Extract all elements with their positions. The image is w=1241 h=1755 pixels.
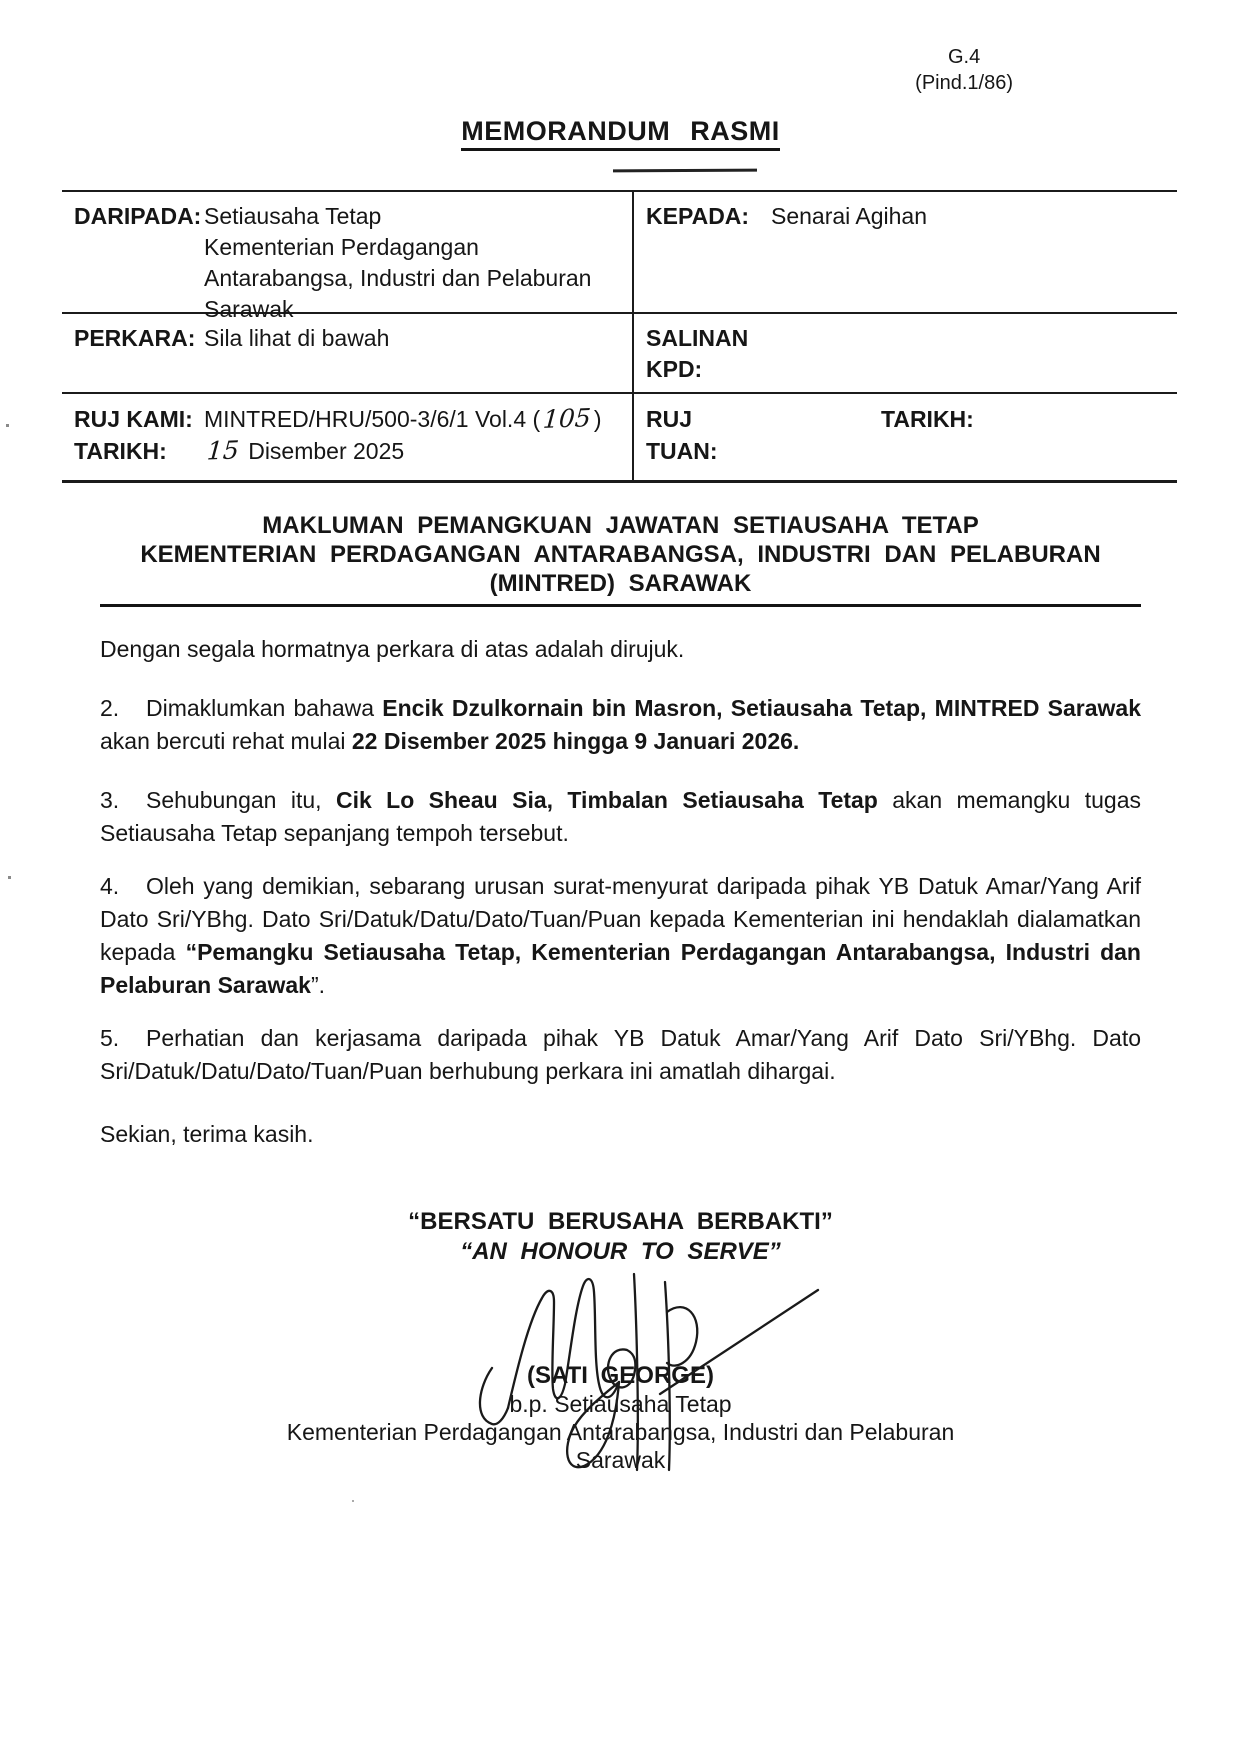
motto-line1: “BERSATU BERUSAHA BERBAKTI” [408,1208,833,1235]
ruj-kami-value [204,403,602,435]
motto-block [0,1207,1241,1267]
daripada-line: Antarabangsa, Industri dan Pelaburan [204,265,592,291]
tarikh-month-year: Disember 2025 [248,438,405,464]
paragraph-5-text: Perhatian dan kerjasama daripada pihak YB Datuk Amar/Yang Arif Dato Sri/YBhg. Dato Sri/Datuk/Datu/Dato/Tuan/Puan berhubung perkara ini amatlah dihargai. [100,1025,1141,1084]
memo-title-text: MEMORANDUM RASMI [461,116,779,151]
kepada-label: KEPADA: [646,203,750,229]
daripada-label: DARIPADA: [74,203,202,229]
scan-speck [8,876,11,879]
paragraph-2-bold-dates: 22 Disember 2025 hingga 9 Januari 2026. [351,728,800,754]
paragraph-2-bold-name: Encik Dzulkornain bin Masron, Setiausaha Tetap, MINTRED Sarawak [382,695,1141,721]
signature-bp-line: b.p. Setiausaha Tetap [509,1391,732,1417]
ruj-kami-ref: MINTRED/HRU/500-3/6/1 Vol.4 ( [204,406,541,432]
subject-underline [100,604,1141,607]
paragraph-2-text: akan bercuti rehat mulai [100,728,352,754]
form-revision: (Pind.1/86) [915,72,1013,94]
cell-ruj-kami [62,394,632,480]
paragraph-4-bold-address: “Pemangku Setiausaha Tetap, Kementerian Perdagangan Antarabangsa, Industri dan Pelaburan Sarawak [100,939,1141,998]
tarikh-right-label: TARIKH: [881,406,974,432]
closing-line: Sekian, terima kasih. [100,1121,314,1147]
paragraph-4-text-end: ”. [310,972,326,998]
ruj-tuan-label-line2: TUAN: [646,438,718,464]
cell-ruj-tuan [632,394,1177,480]
paragraph-4 [100,870,1141,1002]
subject-line2: KEMENTERIAN PERDAGANGAN ANTARABANGSA, INDUSTRI DAN PELABURAN [140,541,1101,568]
signature-ministry-line: Kementerian Perdagangan Antarabangsa, Industri dan Pelaburan [286,1419,955,1445]
daripada-line: Setiausaha Tetap [204,203,382,229]
daripada-line: Sarawak [204,296,294,322]
cell-daripada [62,192,632,322]
ruj-kami-label: RUJ KAMI: [74,406,193,432]
paragraph-5-number: 5. [100,1025,120,1051]
ruj-kami-tarikh-values [204,403,602,480]
scan-artifact-line [613,169,757,173]
signatory-name: (SATI GEORGE) [527,1362,714,1389]
tarikh-handwritten-day: 15 [205,435,240,466]
ruj-kami-ref-close: ) [593,406,602,432]
table-row-daripada-kepada [62,192,1177,322]
perkara-label: PERKARA: [74,325,196,351]
form-code-block [0,0,1241,96]
form-code: G.4 [947,46,981,68]
paragraph-3-text: akan memangku tugas Setiausaha Tetap sepanjang tempoh tersebut. [100,787,1141,846]
ruj-tuan-label [646,403,881,480]
signature-state-line: Sarawak [575,1447,666,1473]
subject-line3: (MINTRED) SARAWAK [489,570,752,597]
header-table [62,190,1177,483]
scan-speck [352,1500,354,1502]
signature-area [0,1267,1241,1361]
ruj-kami-tarikh-labels [74,403,204,480]
paragraph-3-bold-name: Cik Lo Sheau Sia, Timbalan Setiausaha Tetap [335,787,878,813]
daripada-value [204,201,592,322]
tarikh-label: TARIKH: [74,438,167,464]
table-row-perkara-salinan [62,314,1177,394]
salinan-label [646,323,771,392]
paragraph-5 [100,1022,1141,1088]
subject-line1: MAKLUMAN PEMANGKUAN JAWATAN SETIAUSAHA TETAP [262,512,979,539]
paragraph-4-number: 4. [100,873,120,899]
paragraph-1: Dengan segala hormatnya perkara di atas adalah dirujuk. [100,636,685,662]
motto-line2: “AN HONOUR TO SERVE” [460,1238,781,1265]
cell-perkara [62,314,632,392]
paragraph-4-text: Oleh yang demikian, sebarang urusan surat-menyurat daripada pihak YB Datuk Amar/Yang Arif Dato Sri/YBhg. Dato Sri/Datuk/Datu/Dato/Tuan/Puan kepada Kementerian ini hendaklah dialamatkan kepada [100,873,1141,965]
signature-text-block [0,1361,1241,1474]
tarikh-value [204,435,602,467]
daripada-line: Kementerian Perdagangan [204,234,479,260]
kepada-value: Senarai Agihan [771,203,928,229]
paragraph-2 [100,692,1141,758]
cell-kepada [632,192,1177,312]
ruj-kami-handwritten-number: 105 [542,403,593,434]
ruj-tuan-label-line1: RUJ [646,406,693,432]
salinan-label-line2: KPD: [646,356,703,382]
perkara-value: Sila lihat di bawah [204,325,390,351]
table-row-ruj-tarikh [62,394,1177,480]
scan-speck [6,424,9,427]
memo-title [0,116,1241,146]
paragraph-2-number: 2. [100,695,120,721]
paragraph-2-text: Dimaklumkan bahawa [146,695,383,721]
salinan-label-line1: SALINAN [646,325,749,351]
paragraph-3 [100,784,1141,850]
subject-heading [100,511,1141,598]
paragraph-3-number: 3. [100,787,120,813]
memo-body [100,633,1141,1151]
paragraph-3-text: Sehubungan itu, [146,787,336,813]
cell-salinan [632,314,1177,392]
